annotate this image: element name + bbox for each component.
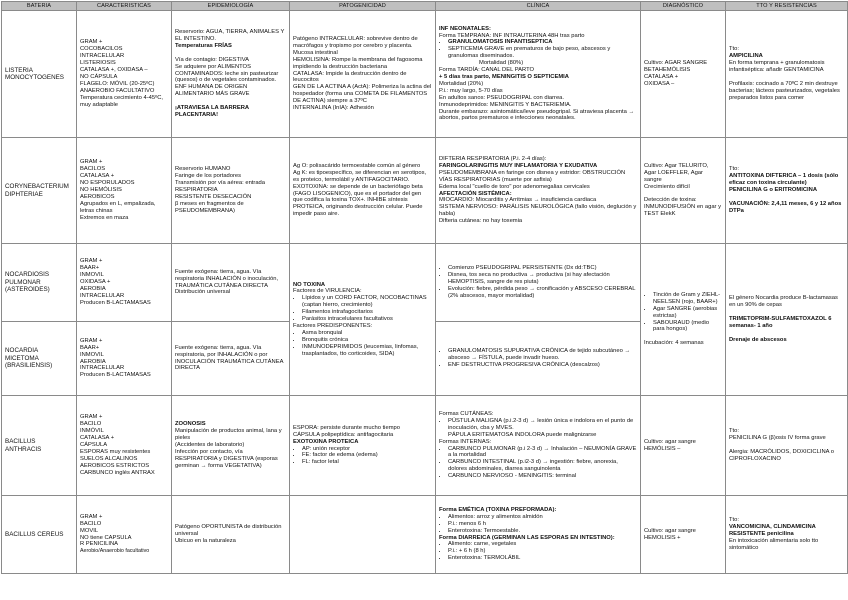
cell-line: RESISTENTE DESECACIÓN [175,193,252,200]
cell-line: NOCARDIOSIS PULMONAR [5,271,50,286]
cell-line: Fuente exógena: tierra, agua. Vía respiratoria INHALACIÓN o inoculación, TRAUMÁTICA CUTÁNEA DIRECTA [175,268,279,289]
cell-line: En intoxicación alimentaria solo tto sintomático [729,537,819,551]
clinica-cell [436,138,641,244]
cell-line: NO CÁPSULA [80,74,118,80]
epidemiologia-cell [172,396,290,496]
patogenicidad-cell [290,396,436,496]
cell-line: Forma EMÉTICA (TOXINA PREFORMADA): [439,506,557,513]
list-item: • Alimentos: arroz y alimentos almidón [448,514,637,521]
cell-line: AEROBICOS [80,193,115,200]
header-diagnostico: DIAGNÓSTICO [641,2,726,11]
patogenicidad-cell [290,138,436,244]
caracteristicas-cell [77,396,172,496]
cell-line: Formas INTERNAS: [439,438,492,445]
cell-line [729,74,844,81]
tto-cell [726,396,848,496]
cell-line: NO ESPORULADOS [80,180,135,187]
header-caracteristicas: CARACTERISTICAS [77,2,172,11]
cell-line: Cultivo: agar sangre HEMÓLISIS – [644,438,696,452]
tto-cell [726,138,848,244]
header-patogenicidad: PATOGENICIDAD [290,2,436,11]
cell-line: EXOTOXINA: se depende de un bacteriófago beta (FAGO LISOGENICO), que es el portador del gen que codifica la toxina TOX+. INHIBE síntesis PROTEICA, originando destrucción celular. Puede impedir paso aire. [293,183,423,218]
cell-line: MOVIL [80,527,99,534]
cell-line: PENICILINA G o ERITROMICINA [729,187,818,194]
clinica-cell [436,396,641,496]
list-item: • CARBUNCO INTESTINAL (p.i2-3 d) → ingestión: fiebre, anorexia, dolores abdominales, diarrea sanguinolenta [448,459,637,473]
cell-line: BAAR+ [80,344,100,351]
cell-line: Factores PREDISPONENTES: [293,322,373,329]
cell-line: Factores de VIRULENCIA: [293,288,362,295]
cell-line: (BRASILIENSIS) [5,362,53,370]
cell-line: Se adquiere por ALIMENTOS CONTAMINADOS: leche sin pasteurizar (quesos) o de vegetales contaminados. [175,63,279,84]
caracteristicas-cell [77,138,172,244]
cell-line: MIOCARDIO: Miocarditis y Arritmias → insuficiencia cardiaca [439,197,597,204]
list-item: • Filamentos intrafagocitarios [302,309,432,316]
cell-line: RESISTENTE penicilina [729,531,794,538]
epidemiologia-cell [172,138,290,244]
cell-line: Temperaturas FRÍAS [175,42,232,49]
diagnostico-cell [641,396,726,496]
epidemiologia-cell [172,11,290,138]
cell-line: Infección por contacto, vía RESPIRATORIA y DIGESTIVA (esporas germinan → forma VEGETATIVA) [175,448,278,469]
cell-line [729,330,844,337]
cell-line: INMOVIL [80,272,104,279]
table-row [2,396,848,496]
cell-line [729,442,844,449]
cell-line: INTRACELULAR [80,53,125,60]
cell-line: GRAM + [80,258,103,265]
cell-line: INTERNALINA (InIA): Adhesión [293,105,374,112]
cell-line: CÁPSULA [80,442,108,449]
cell-line: Distribución universal [175,289,231,296]
clinica-cell [436,11,641,138]
list-item: • GRANULOMATOSIS INFANTISEPTICA [448,39,637,46]
cell-line: INTRACELULAR [80,292,125,299]
cell-line: NO HEMÓLISIS [80,187,122,194]
cell-line: Faringe de los portadores [175,173,242,180]
cell-line: Ag K: es tipoespecífico, se diferencian en serotipos, es proteico, termolábil y ANTIFAGOCITARIO. [293,169,427,183]
cell-line: Forma TEMPRANA: INF INTRAUTERINA 48H tras parto [439,32,585,39]
table-row [2,138,848,244]
cell-line: Tto: [729,166,739,173]
table-row [2,244,848,322]
header-tto: TTO Y RESISTENCIAS [726,2,848,11]
cell-line: Cultivo: AGAR SANGRE [644,60,708,67]
cell-line: Drenaje de abscesos [729,336,787,343]
cell-line: PSEUDOMEMBRANA en faringe con disnea y estridor: OBSTRUCCIÓN VÍAS RESPIRATORIAS (muerte por asfixia) [439,169,626,183]
cell-line: NOCARDIA MICETOMA [5,347,39,362]
cell-line: CARBUNCO inglés ANTRAX [80,469,155,476]
cell-line [175,50,286,57]
cell-line [729,309,844,316]
patogenicidad-cell [290,11,436,138]
cell-line: P.i.: muy largo, 5-70 días [439,87,503,94]
cell-line: Aerobio/Anaerobio facultativo [80,548,150,555]
clinica-cell [436,322,641,396]
cell-line: + 5 días tras parto, MENINGITIS O SEPTICEMIA [439,74,569,80]
epidemiologia-cell [172,322,290,396]
list-item: • P.i.: + 6 h (8 h) [448,548,637,555]
list-item: • Comienzo PSEUDOGRIPAL PERSISTENTE (Dx dd:TBC) [448,265,637,272]
list-item: PÁPULA ERITEMATOSA INDOLORA puede malignizarse [448,431,597,438]
cell-line: Cultivo: Agar TELURITO, Agar LOEFFLER, Agar sangre [644,162,709,183]
cell-line: GRAM + [80,513,103,520]
cell-line: (Accidentes de laboratorio) [175,442,245,449]
tto-cell [726,11,848,138]
header-row [2,2,848,11]
list-item: • INMUNODEPRIMIDOS (leucemias, linfomas, trasplantados, tto corticoides, SIDA) [302,344,432,358]
clinica-cell [436,244,641,322]
diagnostico-cell [641,244,726,396]
cell-line: INMOVIL [80,351,104,358]
list-item: • Enterotoxina: Termoestable. [448,528,637,535]
patogenicidad-cell [290,244,436,396]
clinica-cell [436,496,641,574]
cell-line: COCOBACILOS [80,46,123,53]
header-epidemiologia: EPIDEMIOLOGÍA [172,2,290,11]
cell-line: Temperatura cecimiento 4-45ºC, muy adaptable [80,94,163,108]
cell-line: ZOONOSIS [175,421,206,428]
cell-line: (ASTEROIDES) [5,286,50,294]
cell-line: GRAM + [80,414,103,421]
cell-line: CATALASA: Impide la destrucción dentro de leucocitos [293,70,407,84]
cell-line: Ag O: polisacárido termoestable común al género [293,162,421,169]
list-item: • FE: factor de edema (edema) [302,452,432,459]
list-item: • Agar SANGRE (aerobias estrictas) [653,306,722,320]
cell-line: AEROBIA [80,285,106,292]
cell-line: Detección de toxina: INMUNODIFUSIÓN en agar y TEST ElekK [644,197,721,218]
cell-line: Forma DIARREICA (GERMINAN LAS ESPORAS EN INTESTINO): [439,534,615,541]
list-item: • SABOURAUD (medio para hongos) [653,320,722,334]
cell-line: Edema local "cuello de toro" por adenomegalias cervicales [439,183,590,190]
cell-line: R PENICILINA [80,541,119,548]
cell-line: HEMOLISINA: Rompe la membrana del fagosoma impidiendo la destrucción bacteriana [293,56,423,70]
cell-line: BACILOS [80,166,106,173]
list-item: • CARBUNCO NERVIOSO - MENINGITIS: terminal [448,473,637,480]
list-item: • SEPTICEMIA GRAVE en prematuros de bajo peso, abscesos y granulomas diseminados. [448,46,637,60]
cell-line: Agrupados en L, empalizada, letras chinas [80,200,156,214]
bacteria-name: BACILLUS CEREUS [2,496,77,574]
cell-line: Vía de contagio: DIGESTIVA [175,56,250,63]
cell-line: ANTITOXINA DIFTERICA – 1 dosis (sólo eficaz con toxina circulante) [729,173,839,187]
cell-line: AFECTACIÓN SISTÉMICA: [439,190,512,197]
cell-line: AEROBICOS ESTRICTOS [80,462,150,469]
cell-line: VACUNACIÓN: 2,4,11 meses, 6 y 12 años DTPa [729,200,842,214]
cell-line: PENICILINA G (β)osis IV forma grave [729,435,826,442]
epidemiologia-cell [172,496,290,574]
cell-line: GRAM + [80,159,103,166]
cell-line: Manipulación de productos animal, lana y pieles [175,428,282,442]
epidemiologia-cell [172,244,290,322]
diagnostico-cell [641,496,726,574]
header-bateria: BATERIA [2,2,77,11]
cell-line: En adultos sanos: PSEUDOGRIPAL con diarrea. [439,94,565,101]
caracteristicas-cell [77,11,172,138]
cell-line: Reservorio HUMANO [175,166,231,173]
cell-line: Fuente exógena: tierra, agua. Vía respiratoria, por INHALACIÓN o por INOCULACIÓN TRAUMÁTICA CUTÁNEA DIRECTA [175,344,284,372]
cell-line: Mortalidad (80%) [479,60,524,67]
cell-line: Tto: [729,46,739,53]
list-item: • Enterotoxina: TERMOLÁBIL [448,555,637,562]
cell-line: ¡ATRAVIESA LA BARRERA PLACENTARIA! [175,105,249,118]
cell-line: ESPORAS muy resistentes SUELOS ALCALINOS [80,448,151,462]
cell-line: OXIDASA + [80,279,111,286]
cell-line: β meses en fragmentos de PSEUDOMEMBRANA) [175,200,244,214]
list-item: • PÚSTULA MALIGNA (p.i.2-3 d) → lesión única e indolora en el punto de inoculación, cba y MVES. [448,418,637,432]
cell-line: Alergia: MACRÓLIDOS, DOXICICLINA o CIPROFLOXACINO [729,448,835,462]
cell-line: VANCOMICINA, CLINDAMICINA [729,524,816,531]
list-item: • Evolución: fiebre, pérdida peso → cronificación y ABSCESO CEREBRAL (2% abscesos, mayor mortalidad) [448,286,637,300]
cell-line: BAAR+ [80,265,100,272]
list-item: • AP: unión receptor [302,446,432,453]
bacteria-table [1,1,848,574]
cell-line [644,333,722,340]
cell-line: AMPICILINA [729,53,763,60]
list-item: • P.i.: menos 6 h [448,521,637,528]
caracteristicas-cell [77,244,172,322]
cell-line: BACILO [80,520,102,527]
caracteristicas-cell [77,496,172,574]
cell-line: CATALASA + [80,435,115,442]
cell-line: Ubicuo en la naturaleza [175,537,236,544]
cell-line [175,98,286,105]
cell-line: GEN DE LA ACTINA A (ActA): Polimeriza la actina del hospedador (forma una COMETA DE FILAMENTOS DE ACTINA) siempre a 37ºC [293,84,432,105]
cell-line: Tto: [729,517,739,524]
cell-line: TRIMETOPRIM-SULFAMETOXAZOL 6 semanas- 1 año [729,316,832,329]
bacteria-name [2,322,77,396]
table-row [2,496,848,574]
list-item: • Alimento: carne, vegetales [448,541,637,548]
list-item: • CARBUNCO PULMONAR (p.i 2-3 d) → Inhalación – NEUMONÍA GRAVE a la mortalidad [448,446,637,460]
bacteria-name: CORYNEBACTERIUM DIPHTERIAE [2,138,77,244]
cell-line: LISTERIOSIS [80,60,116,67]
list-item: • Parásitos intracelulares facultativos [302,316,432,323]
bacteria-name [2,244,77,322]
cell-line: SISTEMA NERVIOSO: PARÁLISIS NEUROLÓGICA (fallo visión, deglución y habla) [439,204,637,218]
caracteristicas-cell [77,322,172,396]
bacteria-name: BACILLUS ANTHRACIS [2,396,77,496]
cell-line: Patógeno INTRACELULAR: sobrevive dentro de macrófagos y tropismo por cerebro y placenta. Mucosa intestinal [293,36,418,56]
list-item: • GRANULOMATOSIS SUPURATIVA CRÓNICA de tejido subcutáneo → absceso → FÍSTULA, puede invadir hueso. [448,348,637,362]
cell-line [729,194,844,201]
cell-line: En forma temprana + granulomatosis infantiséptica: añadir GENTAMICINA [729,60,825,74]
cell-line: El género Nocardia produce B-lactamasas en un 90% de cepas [729,295,838,309]
diagnostico-cell [641,11,726,138]
cell-line: INMÓVIL [80,428,104,435]
cell-line: Reservorio: AGUA, TIERRA, ANIMALES Y EL INTESTINO. [175,29,285,43]
cell-line: EXOTOXINA PROTEICA [293,438,359,445]
bacteria-name: LISTERIA MONOCYTOGENES [2,11,77,138]
cell-line: OXIDASA – [644,80,675,87]
cell-line: Patógeno OPORTUNISTA de distribución universal [175,524,282,538]
cell-line: Inmunodeprimidos: MENINGITIS Y BACTERIEMIA. [439,101,572,108]
table-row [2,11,848,138]
cell-line: NO tiene CAPSULA [80,534,132,541]
list-item: • Tinción de Gram y ZIEHL-NEELSEN (rojo, BAAR+) [653,292,722,306]
cell-line: GRAM + [80,39,103,46]
list-item: • ENF DESTRUCTIVA PROGRESIVA CRÓNICA (descalzos) [448,362,637,369]
tto-cell [726,244,848,396]
cell-line: Durante embarazo: asintomática/leve pseudogripal. Si atraviesa placenta → abortos, partos prematuros e infecciones neonatales. [439,108,635,122]
cell-line: GRAM + [80,337,103,344]
cell-line: Extremos en maza [80,214,129,221]
diagnostico-cell [641,138,726,244]
cell-line: CATALASA + [644,74,679,80]
cell-line: Cultivo: agar sangre HEMOLISIS + [644,527,696,541]
cell-line: Incubación: 4 semanas [644,340,704,347]
cell-line: Profilaxis: cocinado a 70ºC 2 min destruye bacterias; lácteos pasteurizados, vegetales preparados listos para comer [729,80,840,101]
cell-line: ENF HUMANA DE ORIGEN ALIMENTARIO MÁS GRAVE [175,84,250,98]
cell-line: CATALASA +, OXIDASA – [80,67,148,74]
list-item: • Lípidos y un CORD FACTOR, NOCOBACTINAS (captan hierro, crecimiento) [302,295,432,309]
cell-line: Producen B-LACTAMASAS [80,299,151,306]
cell-line [644,191,722,198]
list-item: • FL: factor letal [302,459,432,466]
cell-line: Producen B-LACTAMASAS [80,372,151,379]
cell-line: DIFTERIA RESPIRATORIA (P.i. 2-4 días): [439,155,547,162]
cell-line: AEROBIA [80,358,106,365]
list-item: • Asma bronquial [302,330,432,337]
patogenicidad-cell [290,496,436,574]
list-item: • Disnea, tos seca no productiva → productiva (si hay afectación HEMOPTISIS, sangre de res piuta) [448,272,637,286]
header-clinica: CLÍNICA [436,2,641,11]
cell-line: INF NEONATALES: [439,25,491,32]
cell-line: Forma TARDÍA: CANAL DEL PARTO [439,67,535,74]
cell-line: INTRACELULAR [80,365,125,372]
cell-line: Tto: [729,428,739,435]
cell-line: FARINGOLARINGITIS MUY INFLAMATORIA Y EXUDATIVA [439,162,598,169]
cell-line: Transmisión por vía aérea: entrada RESPIRATORIA [175,180,266,194]
cell-line: Mortalidad (20%) [439,80,484,87]
cell-line: FLAGELO: MÓVIL (20-25ºC) ANAEROBIO FACULTATIVO [80,80,155,94]
cell-line: CÁPSULA polipeptídica: antifagocitaria [293,431,394,438]
cell-line: BETAHEMÓLISIS [644,67,691,74]
cell-line: Crecimiento difícil [644,183,690,190]
cell-line: CATALASA + [80,173,115,180]
cell-line: Difteria cutánea: no hay toxemia [439,218,523,225]
cell-line: NO TOXINA [293,281,326,288]
cell-line: Formas CUTÁNEAS: [439,410,494,417]
tto-cell [726,496,848,574]
list-item: • Bronquitis crónica [302,337,432,344]
cell-line: ESPORA: persiste durante mucho tiempo [293,424,400,431]
cell-line: BACILO [80,421,102,428]
